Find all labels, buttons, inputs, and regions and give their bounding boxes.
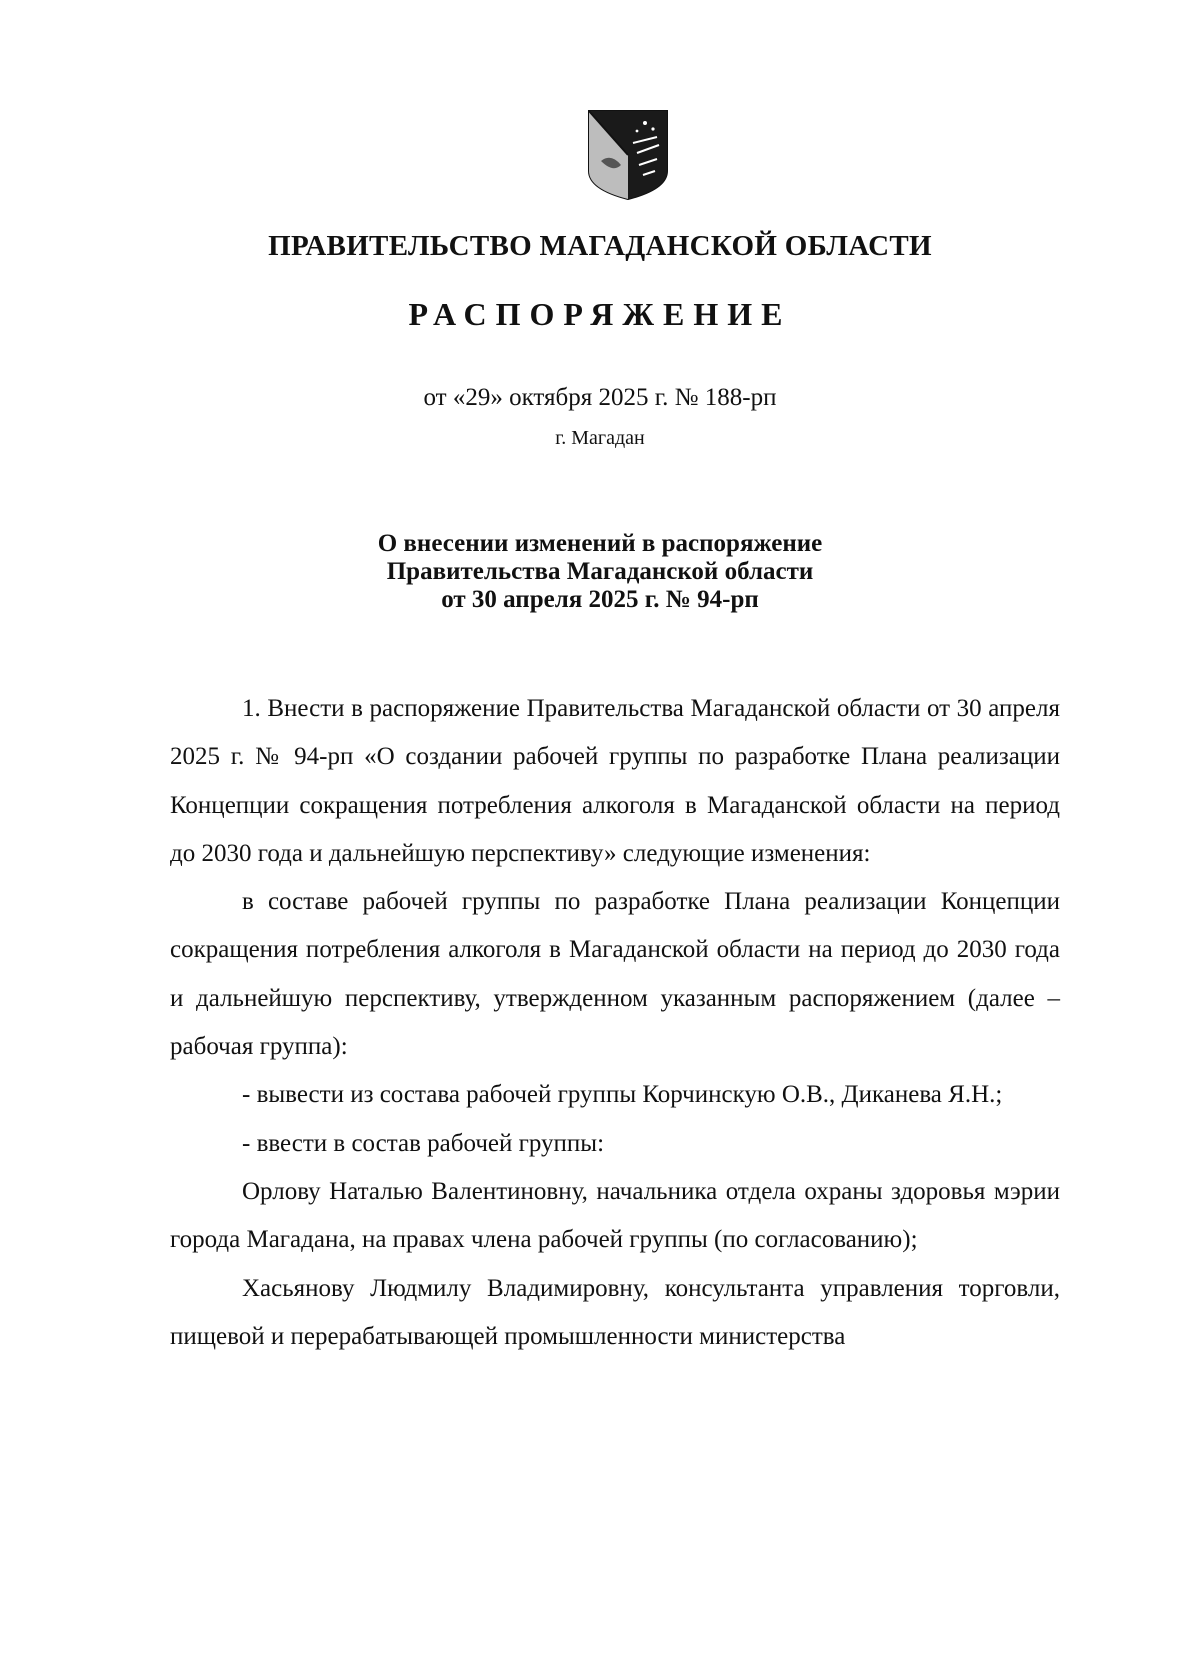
document-city: г. Магадан [555, 427, 645, 449]
body-paragraph: - вывести из состава рабочей группы Корчинскую О.В., Диканева Я.Н.; [242, 1081, 1003, 1109]
document-date-number: от «29» октября 2025 г. № 188-рп [423, 384, 777, 411]
document-body [170, 685, 1060, 1361]
subject-line: от 30 апреля 2025 г. № 94-рп [441, 586, 759, 613]
organization-title: ПРАВИТЕЛЬСТВО МАГАДАНСКОЙ ОБЛАСТИ [268, 230, 932, 262]
body-paragraph: в составе рабочей группы по разработке Плана реализации Концепции сокращения потребления алкоголя в Магаданской области на период до 2030 года и дальнейшую перспективу, утвержденном указанным распоряжением (далее – рабочая группа): [170, 888, 1060, 1061]
body-paragraph: - ввести в состав рабочей группы: [242, 1129, 605, 1157]
subject-line: Правительства Магаданской области [386, 558, 814, 585]
body-paragraph: 1. Внести в распоряжение Правительства Магаданской области от 30 апреля 2025 г. № 94-рп «О создании рабочей группы по разработке Плана реализации Концепции сокращения потребления алкоголя в Магаданской области на период до 2030 года и дальнейшую перспективу» следующие изменения: [170, 695, 1060, 867]
magadan-coat-of-arms-icon [587, 109, 669, 201]
subject-line: О внесении изменений в распоряжение [377, 530, 823, 557]
body-paragraph: Хасьянову Людмилу Владимировну, консультанта управления торговли, пищевой и перерабатывающей промышленности министерства [170, 1274, 1060, 1350]
document-subject [0, 530, 1200, 614]
body-paragraph: Орлову Наталью Валентиновну, начальника отдела охраны здоровья мэрии города Магадана, на правах члена рабочей группы (по согласованию); [170, 1177, 1060, 1254]
document-type-title: РАСПОРЯЖЕНИЕ [408, 296, 792, 332]
